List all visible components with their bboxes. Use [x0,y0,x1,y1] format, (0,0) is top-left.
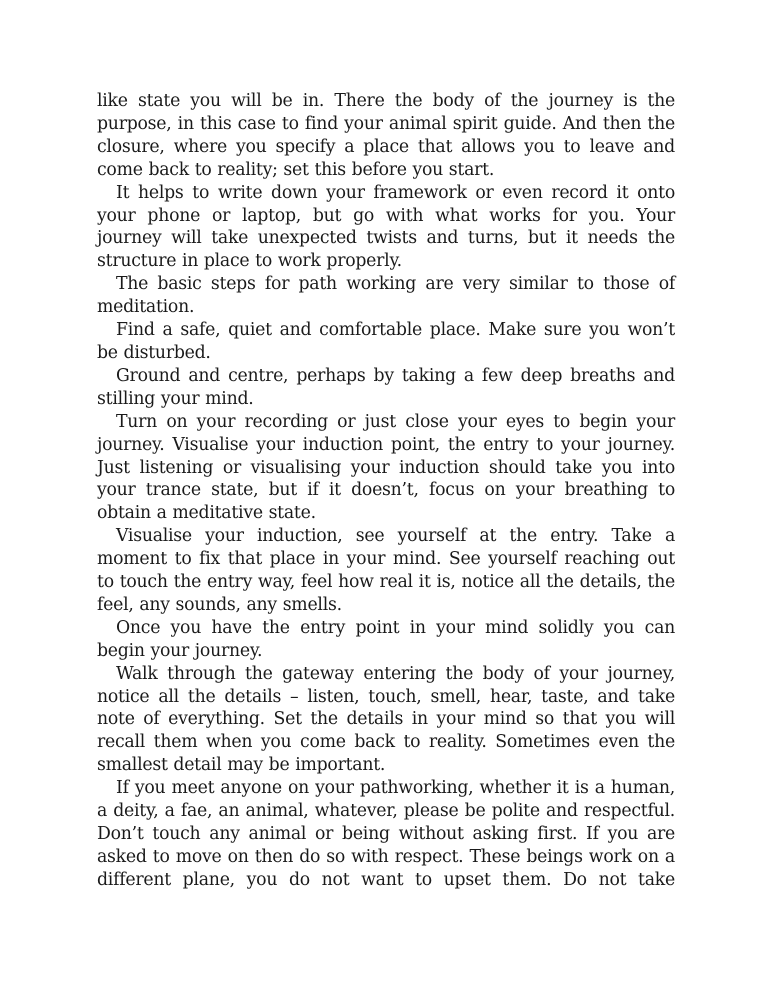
paragraph: If you meet anyone on your pathworking, whether it is a human, a deity, a fae, an animal, whatever, please be polite and respectful. Don’t touch any animal or being without asking first. If you are asked to move on then do so with respect. These beings work on a different plane, you do not want to upset them. Do not take [97,778,675,890]
page-body-text [97,90,675,892]
paragraph: Ground and centre, perhaps by taking a few deep breaths and stilling your mind. [97,365,675,409]
paragraph-continued: like state you will be in. There the body of the journey is the purpose, in this case to find your animal spirit guide. And then the closure, where you specify a place that allows you to leave and come back to reality; set this before you start. [97,91,675,180]
paragraph: It helps to write down your framework or even record it onto your phone or laptop, but go with what works for you. Your journey will take unexpected twists and turns, but it needs the structure in place to work properly. [97,182,675,272]
paragraph: Find a safe, quiet and comfortable place. Make sure you won’t be disturbed. [97,320,675,363]
paragraph: Turn on your recording or just close your eyes to begin your journey. Visualise your induction point, the entry to your journey. Just listening or visualising your induction should take you into your trance state, but if it doesn’t, focus on your breathing to obtain a meditative state. [97,411,675,524]
paragraph: Visualise your induction, see yourself at the entry. Take a moment to fix that place in your mind. See yourself reaching out to touch the entry way, feel how real it is, notice all the details, the feel, any sounds, any smells. [97,526,675,615]
paragraph: Once you have the entry point in your mind solidly you can begin your journey. [97,617,675,661]
paragraph: Walk through the gateway entering the body of your journey, notice all the details – listen, touch, smell, hear, taste, and take note of everything. Set the details in your mind so that you will recall them when you come back to reality. Sometimes even the smallest detail may be important. [97,663,675,776]
paragraph: The basic steps for path working are very similar to those of meditation. [97,274,675,318]
